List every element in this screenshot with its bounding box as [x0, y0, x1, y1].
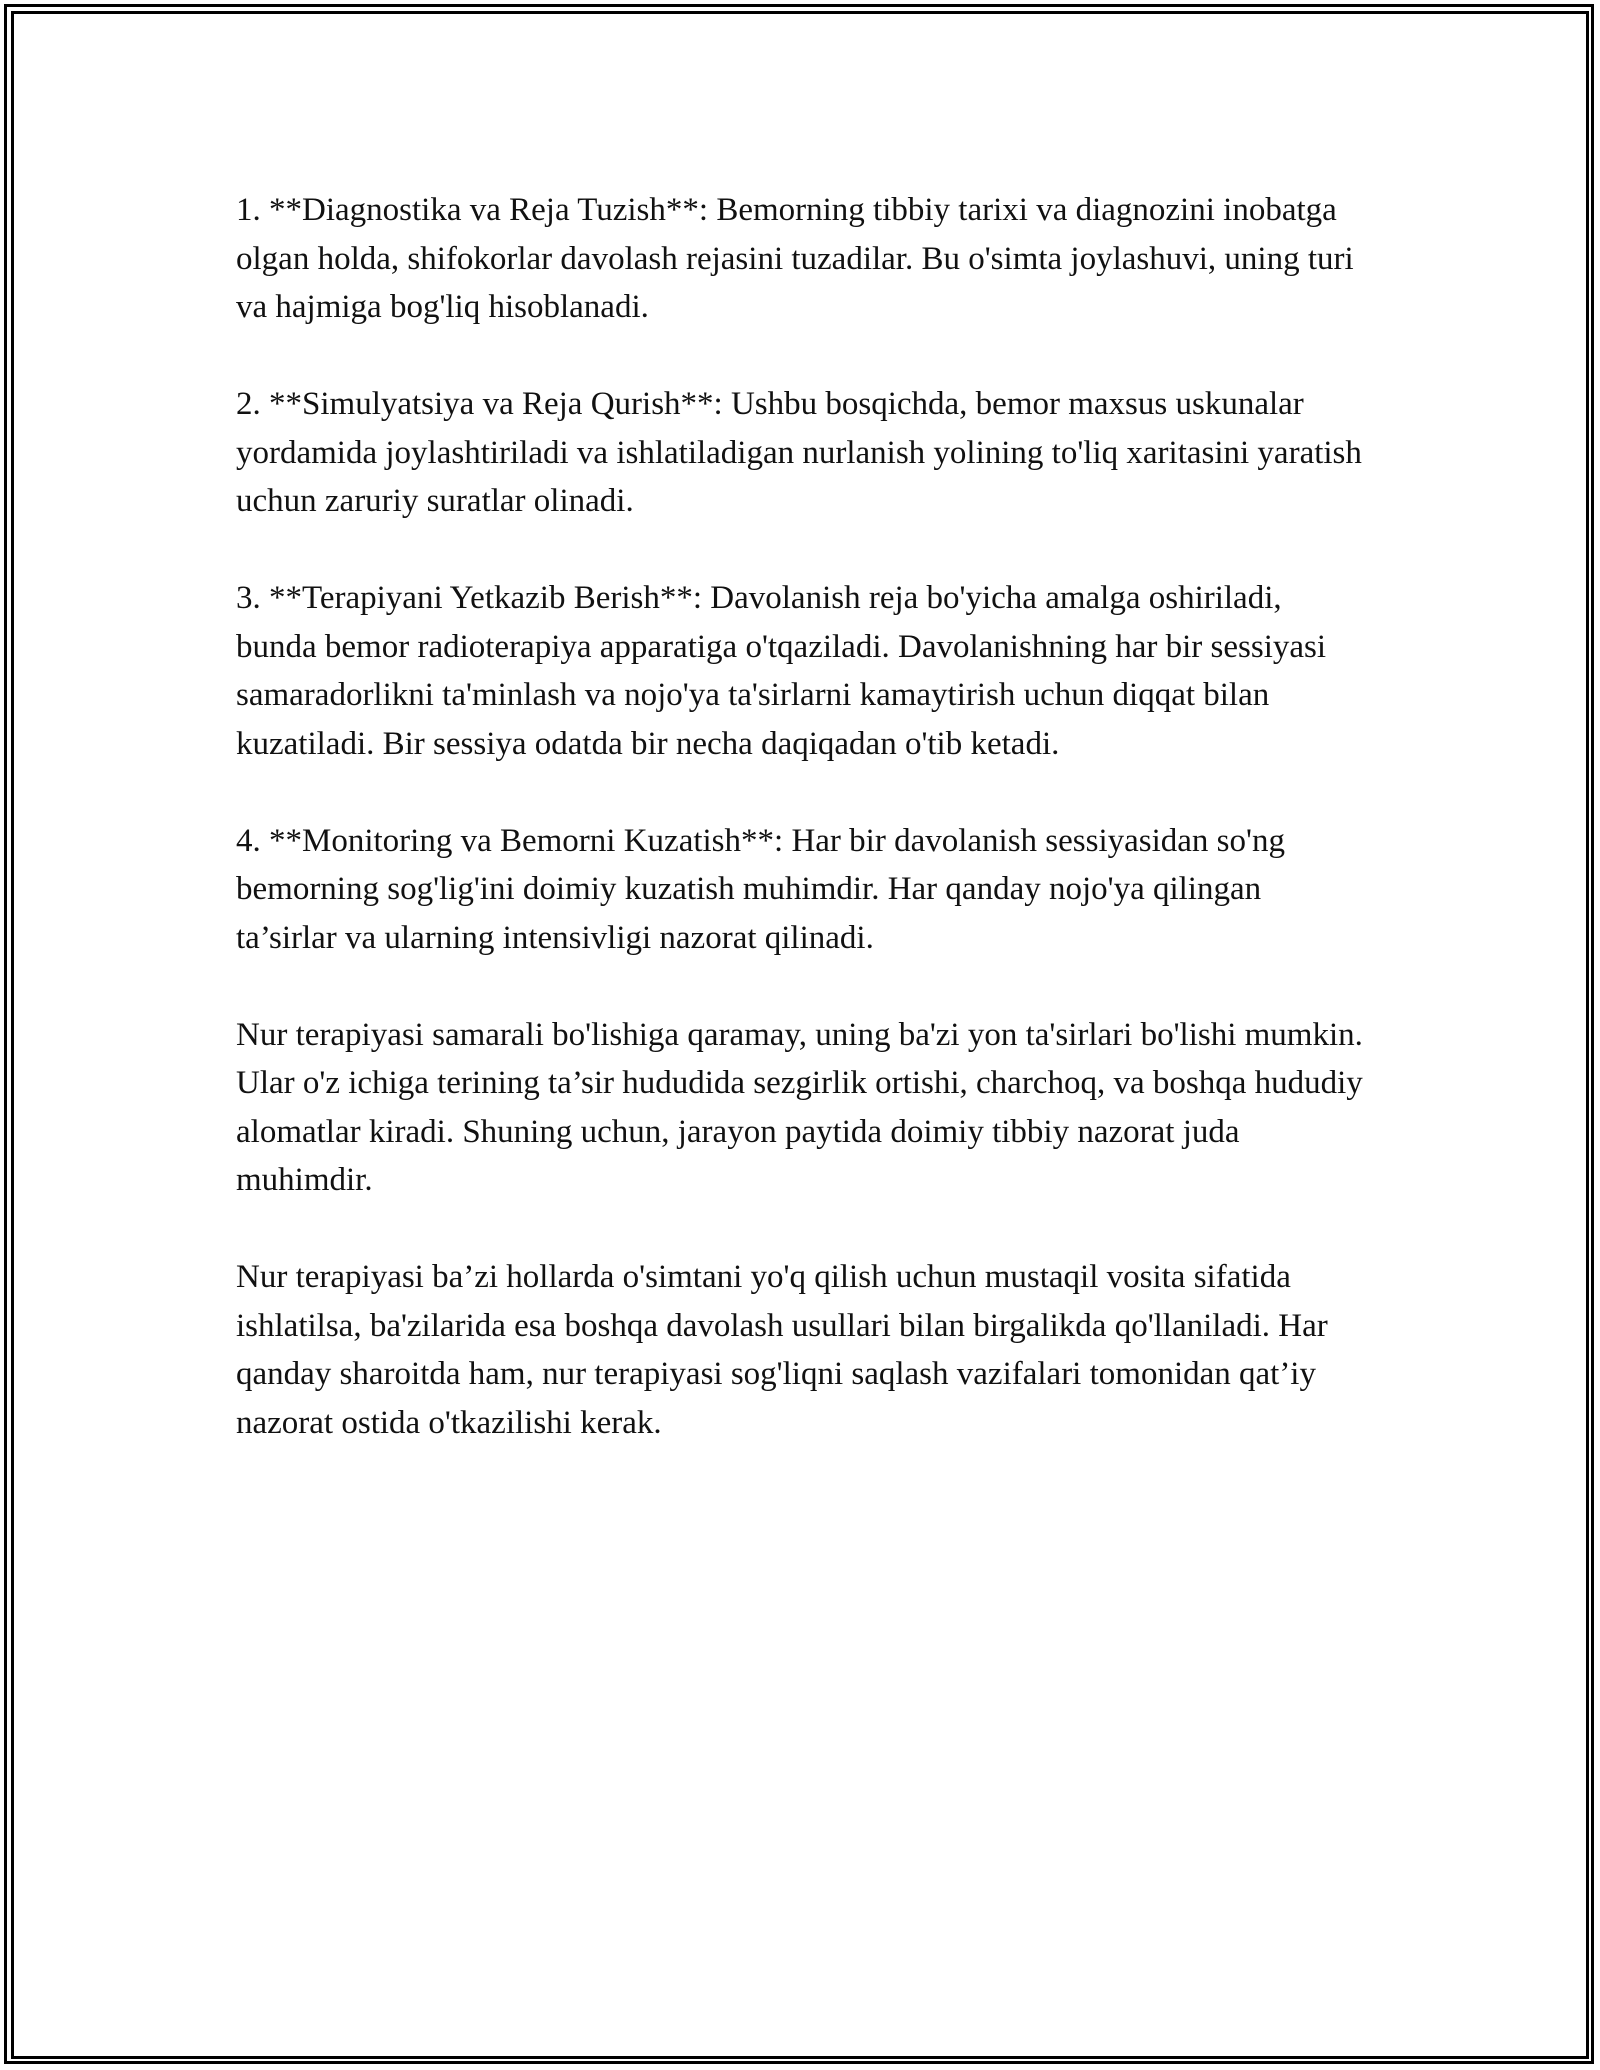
paragraph-step-1: 1. **Diagnostika va Reja Tuzish**: Bemorning tibbiy tarixi va diagnozini inobatga olgan holda, shifokorlar davolash rejasini tuzadilar. Bu o'simta joylashuvi, uning turi va hajmiga bog'liq hisoblanadi.: [236, 192, 1354, 325]
paragraph-step-4: 4. **Monitoring va Bemorni Kuzatish**: Har bir davolanish sessiyasidan so'ng bemorning sog'lig'ini doimiy kuzatish muhimdir. Har qanday nojo'ya qilingan ta’sirlar va ularning intensivligi nazorat qilinadi.: [236, 822, 1285, 956]
paragraph-step-2: 2. **Simulyatsiya va Reja Qurish**: Ushbu bosqichda, bemor maxsus uskunalar yordamida joylashtiriladi va ishlatiladigan nurlanish yolining to'liq xaritasini yaratish uchun zaruriy suratlar olinadi.: [236, 386, 1362, 519]
document-body: [236, 186, 1366, 1496]
paragraph-conclusion: Nur terapiyasi ba’zi hollarda o'simtani yo'q qilish uchun mustaqil vosita sifatida ishlatilsa, ba'zilarida esa boshqa davolash usullari bilan birgalikda qo'llaniladi. Har qanday sharoitda ham, nur terapiyasi sog'liqni saqlash vazifalari tomonidan qat’iy nazorat ostida o'tkazilishi kerak.: [236, 1259, 1328, 1441]
paragraph-step-3: 3. **Terapiyani Yetkazib Berish**: Davolanish reja bo'yicha amalga oshiriladi, bunda bemor radioterapiya apparatiga o'tqaziladi. Davolanishning har bir sessiyasi samaradorlikni ta'minlash va nojo'ya ta'sirlarni kamaytirish uchun diqqat bilan kuzatiladi. Bir sessiya odatda bir necha daqiqadan o'tib ketadi.: [236, 580, 1327, 762]
paragraph-side-effects: Nur terapiyasi samarali bo'lishiga qaramay, uning ba'zi yon ta'sirlari bo'lishi mumkin. Ular o'z ichiga terining ta’sir hududida sezgirlik ortishi, charchoq, va boshqa hududiy alomatlar kiradi. Shuning uchun, jarayon paytida doimiy tibbiy nazorat juda muhimdir.: [236, 1016, 1363, 1198]
